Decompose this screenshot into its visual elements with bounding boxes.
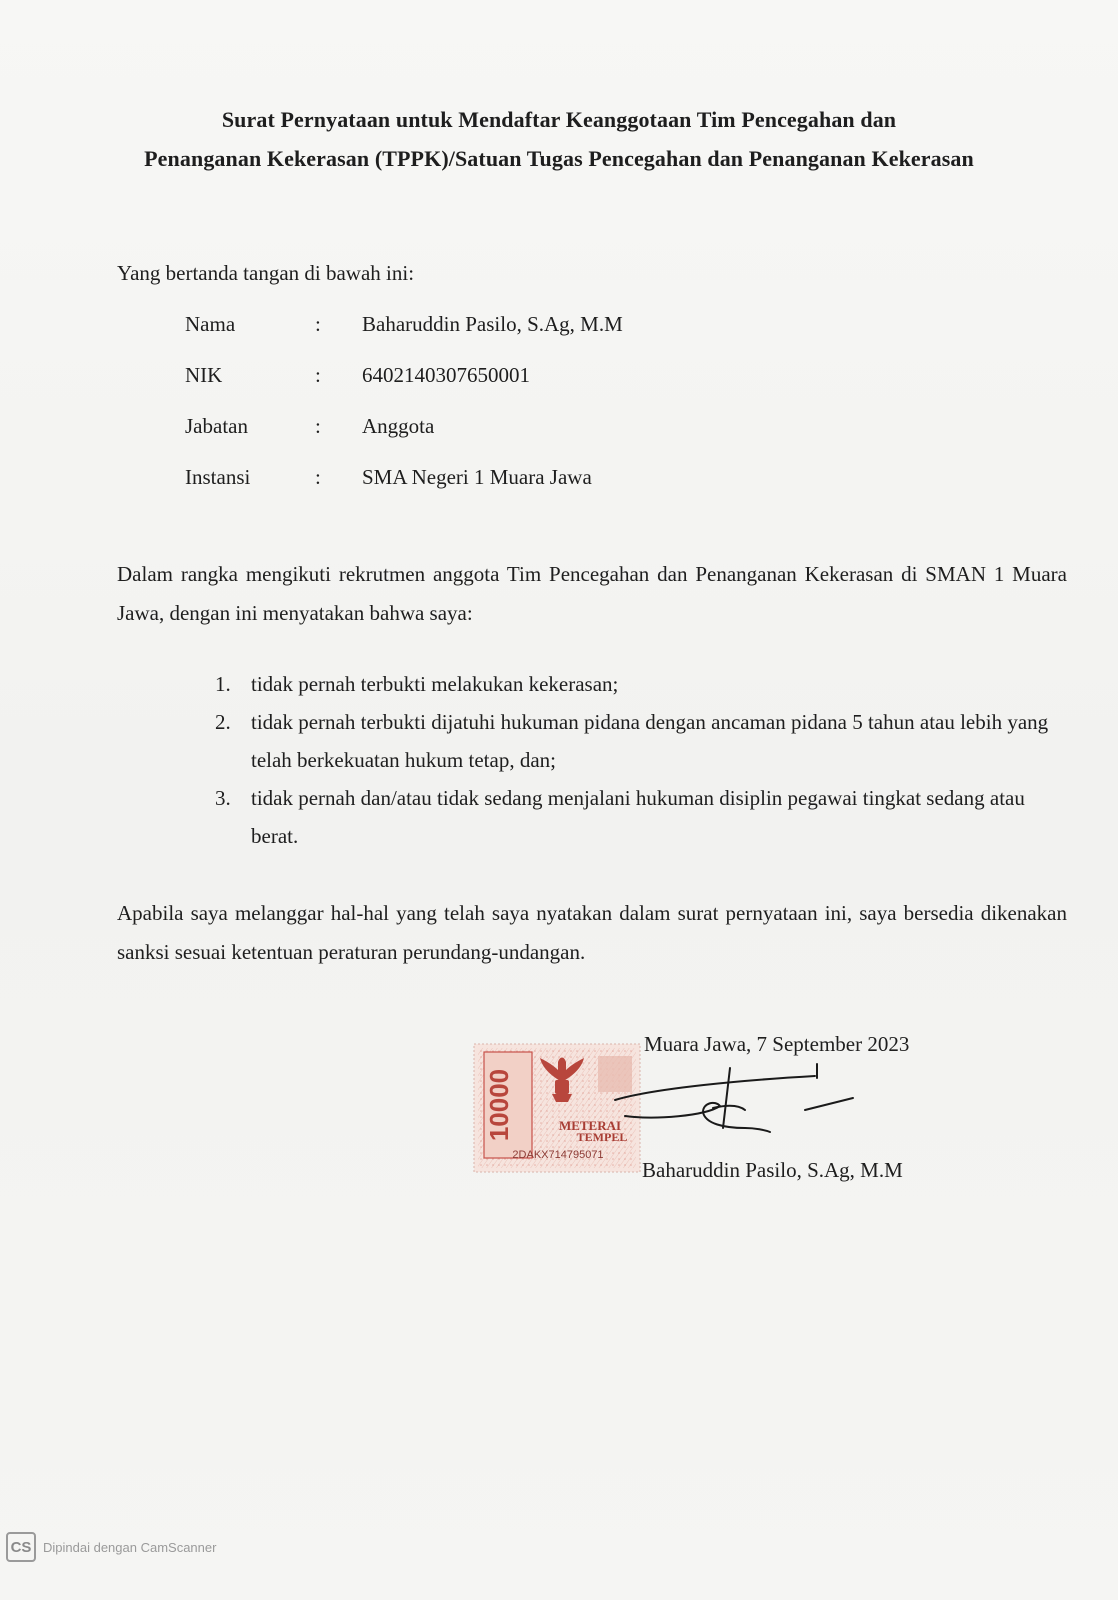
identity-colon: : [315, 465, 321, 489]
camscanner-watermark [6, 1530, 216, 1564]
identity-label: Instansi [185, 465, 251, 489]
intro-text: Yang bertanda tangan di bawah ini: [117, 261, 415, 285]
identity-value: Anggota [362, 414, 435, 438]
identity-colon: : [315, 414, 321, 438]
statement-list [215, 665, 1055, 855]
document-title-line-2: Penanganan Kekerasan (TPPK)/Satuan Tugas Pencegahan dan Penanganan Kekerasan [144, 146, 974, 171]
list-item-number: 1. [215, 672, 231, 696]
identity-colon: : [315, 363, 321, 387]
identity-label: Nama [185, 312, 236, 336]
camscanner-logo-icon: CS [6, 1532, 36, 1562]
identity-colon: : [315, 312, 321, 336]
identity-value: SMA Negeri 1 Muara Jawa [362, 465, 592, 489]
consequence-paragraph: Apabila saya melanggar hal-hal yang telah saya nyatakan dalam surat pernyataan ini, saya bersedia dikenakan sanksi sesuai ketentuan peraturan perundang-undangan. [117, 901, 1067, 964]
place-date: Muara Jawa, 7 September 2023 [644, 1032, 910, 1056]
identity-label: NIK [185, 363, 223, 387]
identity-value: Baharuddin Pasilo, S.Ag, M.M [362, 312, 623, 336]
list-item-number: 3. [215, 786, 231, 810]
identity-value: 6402140307650001 [362, 363, 530, 387]
list-item-number: 2. [215, 710, 231, 734]
stamp-denomination: 10000 [484, 1068, 514, 1142]
list-item [215, 703, 1055, 779]
identity-label: Jabatan [185, 414, 248, 438]
stamp-label-tempel: TEMPEL [576, 1130, 628, 1144]
list-item-text: tidak pernah dan/atau tidak sedang menjalani hukuman disiplin pegawai tingkat sedang atau berat. [251, 786, 1025, 848]
handwritten-signature [595, 1058, 865, 1143]
stamp-label-meterai: METERAI [558, 1118, 622, 1133]
list-item [215, 665, 1055, 703]
list-item-text: tidak pernah terbukti melakukan kekerasan; [251, 672, 619, 696]
document-title-line-1: Surat Pernyataan untuk Mendaftar Keanggotaan Tim Pencegahan dan [221, 107, 897, 132]
statement-intro-paragraph: Dalam rangka mengikuti rekrutmen anggota Tim Pencegahan dan Penanganan Kekerasan di SMAN 1 Muara Jawa, dengan ini menyatakan bahwa saya: [117, 562, 1067, 625]
stamp-serial: 2DAKX714795071 [512, 1149, 604, 1161]
list-item-text: tidak pernah terbukti dijatuhi hukuman pidana dengan ancaman pidana 5 tahun atau lebih yang telah berkekuatan hukum tetap, dan; [251, 710, 1049, 772]
camscanner-text: Dipindai dengan CamScanner [43, 1539, 217, 1555]
list-item [215, 779, 1055, 855]
signer-name: Baharuddin Pasilo, S.Ag, M.M [642, 1158, 903, 1182]
